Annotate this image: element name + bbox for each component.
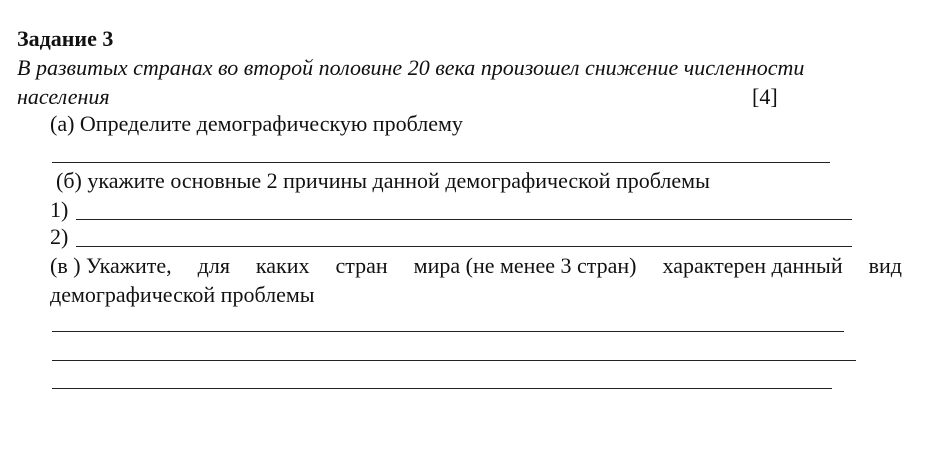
part-b-item-2-label: 2) bbox=[50, 224, 69, 249]
part-c-word: характерен данный bbox=[662, 253, 843, 278]
part-c-word: стран bbox=[335, 253, 388, 278]
part-c-answer-line-1[interactable] bbox=[52, 331, 844, 332]
part-c-answer-line-3[interactable] bbox=[52, 388, 832, 389]
part-b-answer-line-2[interactable] bbox=[76, 246, 852, 247]
part-b-item-1-label: 1) bbox=[50, 197, 69, 222]
part-c-word: для bbox=[197, 253, 230, 278]
part-b-answer-line-1[interactable] bbox=[76, 219, 852, 220]
part-c-question bbox=[50, 253, 902, 279]
task-statement-line-1: В развитых странах во второй половине 20 века произошел снижение численности bbox=[17, 55, 805, 80]
part-c-word: (в ) Укажите, bbox=[50, 253, 172, 278]
points-label: [4] bbox=[752, 84, 778, 109]
part-c-question-line-2: демографической проблемы bbox=[50, 282, 315, 307]
part-c-word: мира (не менее 3 стран) bbox=[413, 253, 637, 278]
part-a-question: (а) Определите демографическую проблему bbox=[50, 111, 463, 136]
part-c-answer-line-2[interactable] bbox=[52, 360, 856, 361]
part-c-word: вид bbox=[868, 253, 902, 278]
task-title: Задание 3 bbox=[17, 26, 114, 51]
part-a-answer-line[interactable] bbox=[52, 162, 830, 163]
task-statement-line-2: населения bbox=[17, 84, 110, 109]
part-b-question: (б) укажите основные 2 причины данной демографической проблемы bbox=[56, 168, 710, 193]
part-c-word: каких bbox=[255, 253, 310, 278]
